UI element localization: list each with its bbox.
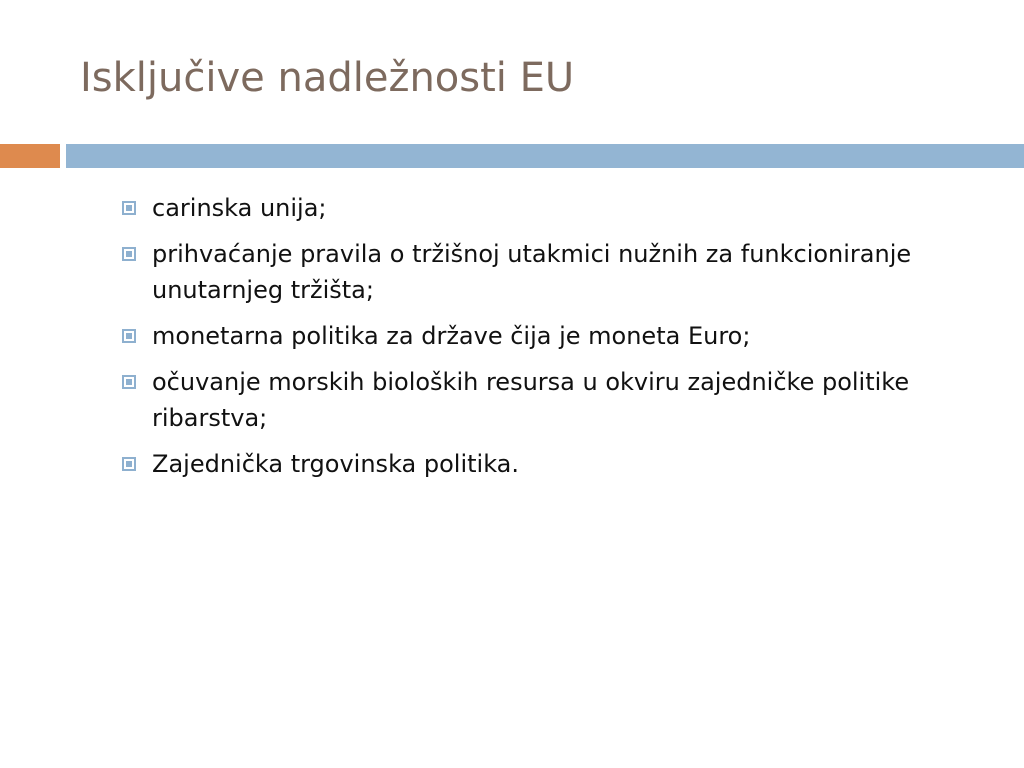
square-bullet-icon [122, 329, 136, 343]
bullet-item [120, 446, 920, 482]
bullet-item [120, 236, 920, 308]
bullet-text: prihvaćanje pravila o tržišnoj utakmici nužnih za funkcioniranje unutarnjeg tržišta; [152, 240, 912, 304]
bullet-text: carinska unija; [152, 194, 327, 222]
bullet-item [120, 364, 920, 436]
bullet-text: monetarna politika za države čija je moneta Euro; [152, 322, 751, 350]
slide-title: Isključive nadležnosti EU [80, 55, 575, 101]
bullet-list [120, 190, 920, 492]
title-band-accent [0, 144, 60, 168]
bullet-text: Zajednička trgovinska politika. [152, 450, 520, 478]
square-bullet-icon [122, 201, 136, 215]
title-band [66, 144, 1024, 168]
bullet-text: očuvanje morskih bioloških resursa u okviru zajedničke politike ribarstva; [152, 368, 910, 432]
square-bullet-icon [122, 375, 136, 389]
square-bullet-icon [122, 247, 136, 261]
bullet-item [120, 318, 920, 354]
bullet-item [120, 190, 920, 226]
square-bullet-icon [122, 457, 136, 471]
